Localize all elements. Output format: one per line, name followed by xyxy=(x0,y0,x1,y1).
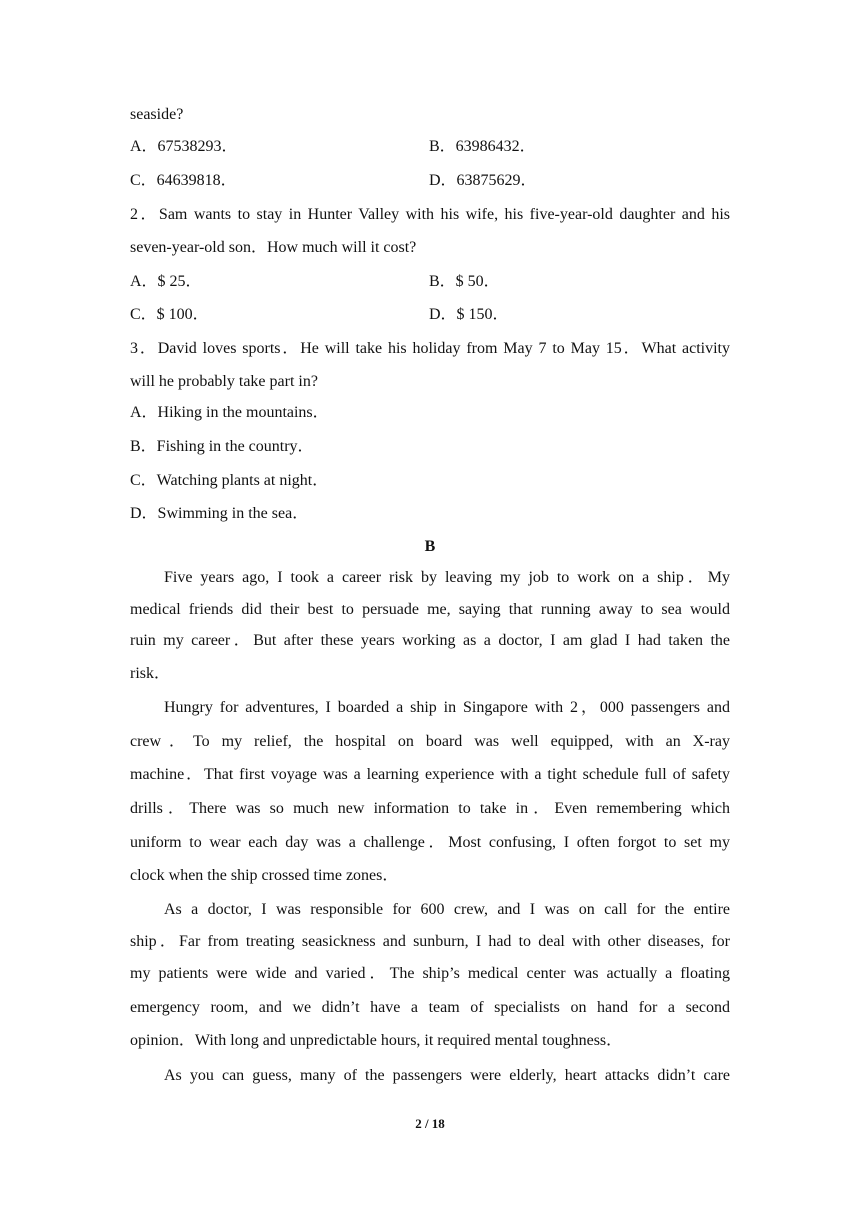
q2-stem-line2: seven-year-old son．How much will it cost? xyxy=(130,239,417,256)
paragraph-line: machine．That first voyage was a learning experience with a tight schedule full of safety xyxy=(130,766,730,783)
paragraph-line: my patients were wide and varied．The ship’s medical center was actually a floating xyxy=(130,965,730,982)
q2-option-b: B．$ 50． xyxy=(429,273,500,290)
paragraph-line: Hungry for adventures, I boarded a ship in Singapore with 2，000 passengers and xyxy=(164,699,730,716)
paragraph-line: ship．Far from treating seasickness and sunburn, I had to deal with other diseases, for xyxy=(130,933,731,950)
q3-option-b: B．Fishing in the country． xyxy=(130,438,314,455)
q2-stem-line1: 2．Sam wants to stay in Hunter Valley with his wife, his five-year-old daughter and his xyxy=(130,206,730,223)
q2-option-a: A．$ 25． xyxy=(130,273,202,290)
q1-continuation: seaside? xyxy=(130,106,184,123)
paragraph-line: drills．There was so much new information to take in．Even remembering which xyxy=(130,800,730,817)
q2-option-c: C．$ 100． xyxy=(130,306,209,323)
paragraph-line: clock when the ship crossed time zones． xyxy=(130,867,399,884)
page-number: 2 / 18 xyxy=(415,1116,445,1131)
q3-option-a: A．Hiking in the mountains． xyxy=(130,404,329,421)
paragraph-line: emergency room, and we didn’t have a team of specialists on hand for a second xyxy=(130,999,730,1016)
paragraph-line: medical friends did their best to persuade me, saying that running away to sea would xyxy=(130,601,730,618)
paragraph-line: As a doctor, I was responsible for 600 crew, and I was on call for the entire xyxy=(164,901,730,918)
paragraph-line: ruin my career．But after these years working as a doctor, I am glad I had taken the xyxy=(130,632,730,649)
paragraph-line: Five years ago, I took a career risk by leaving my job to work on a ship．My xyxy=(164,569,730,586)
q3-stem-line2: will he probably take part in? xyxy=(130,373,318,390)
q1-option-a: A．67538293． xyxy=(130,138,238,155)
q1-option-d: D．63875629． xyxy=(429,172,537,189)
q1-option-b: B．63986432． xyxy=(429,138,536,155)
q1-option-c: C．64639818． xyxy=(130,172,237,189)
paragraph-line: crew．To my relief, the hospital on board was well equipped, with an X-ray xyxy=(130,733,730,750)
q3-option-c: C．Watching plants at night． xyxy=(130,472,329,489)
paragraph-line: risk． xyxy=(130,665,171,682)
q3-stem-line1: 3．David loves sports．He will take his holiday from May 7 to May 15．What activity xyxy=(130,340,730,357)
paragraph-line: opinion．With long and unpredictable hours, it required mental toughness． xyxy=(130,1032,623,1049)
q2-option-d: D．$ 150． xyxy=(429,306,509,323)
section-heading: B xyxy=(424,538,436,555)
q3-option-d: D．Swimming in the sea． xyxy=(130,505,309,522)
paragraph-line: As you can guess, many of the passengers were elderly, heart attacks didn’t care xyxy=(164,1067,730,1084)
paragraph-line: uniform to wear each day was a challenge．Most confusing, I often forgot to set my xyxy=(130,834,730,851)
